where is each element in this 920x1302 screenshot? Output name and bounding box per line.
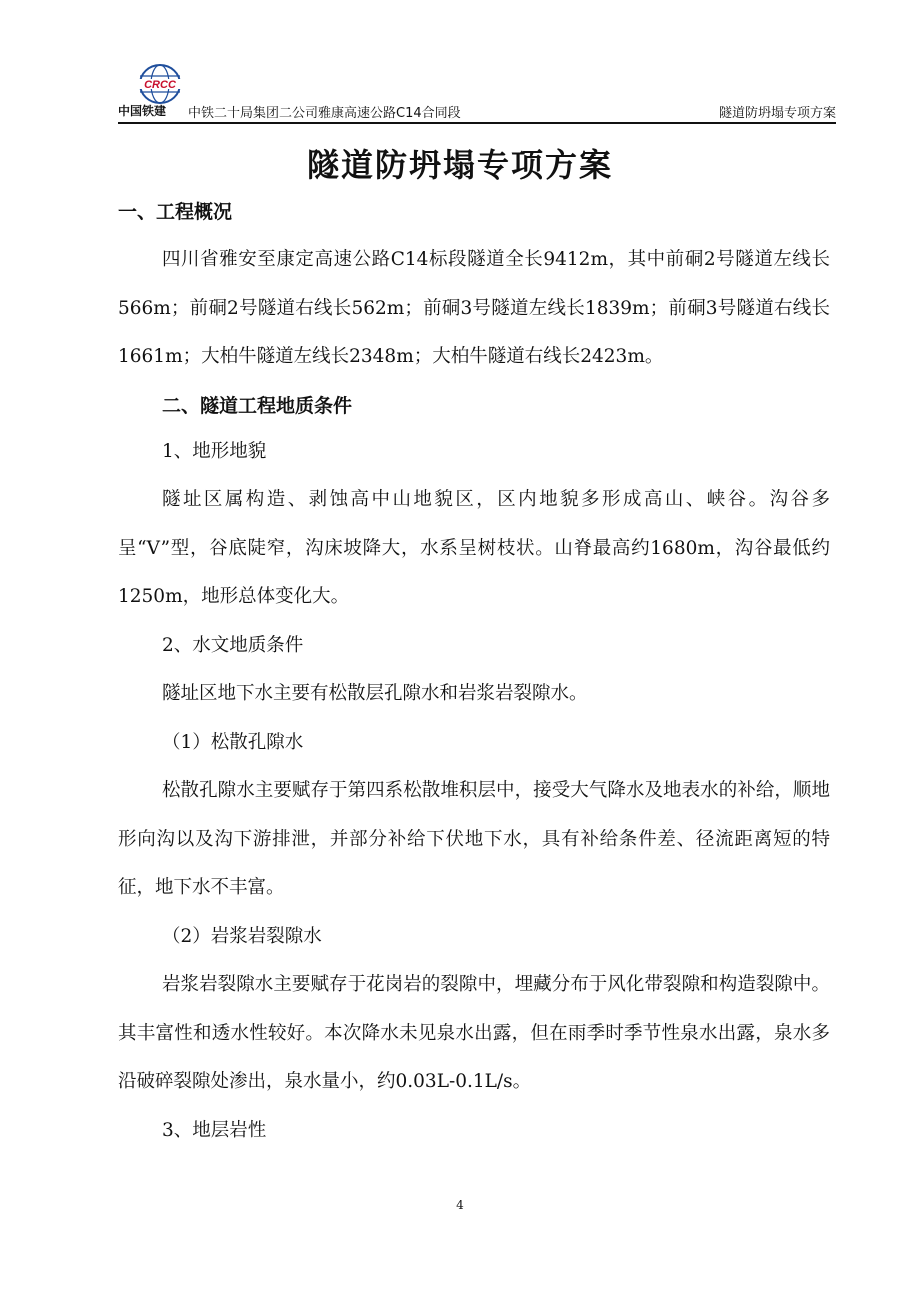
subsection-3-heading: 3、地层岩性 [162,1119,267,1141]
subsection-2-heading: 2、水文地质条件 [162,634,304,656]
logo-text: 中国铁建 [118,104,167,118]
document-title: 隧道防坍塌专项方案 [306,146,613,184]
subsection-2-2-paragraph: 岩浆岩裂隙水主要赋存于花岗岩的裂隙中，埋藏分布于风化带裂隙和构造裂隙中。其丰富性和透水性较好。本次降水未见泉水出露，但在雨季时季节性泉水出露，泉水多沿破碎裂隙处渗出，泉水量小，约0.03L-0.1L/s。 [118,974,830,1092]
subsection-2-1-heading: （1）松散孔隙水 [162,731,304,753]
section-1-heading: 一、工程概况 [118,201,233,223]
header-company: 中铁二十局集团二公司雅康高速公路C14合同段 [188,106,461,121]
document-body [118,196,830,1155]
logo-letters: CRCC [144,79,176,91]
header-divider [118,122,836,124]
subsection-2-paragraph: 隧址区地下水主要有松散层孔隙水和岩浆岩裂隙水。 [162,683,588,704]
subsection-1-paragraph: 隧址区属构造、剥蚀高中山地貌区，区内地貌多形成高山、峡谷。沟谷多呈“V”型，谷底陡窄，沟床坡降大，水系呈树枝状。山脊最高约1680m，沟谷最低约1250m，地形总体变化大。 [118,489,830,607]
subsection-2-1-paragraph: 松散孔隙水主要赋存于第四系松散堆积层中，接受大气降水及地表水的补给，顺地形向沟以及沟下游排泄，并部分补给下伏地下水，具有补给条件差、径流距离短的特征，地下水不丰富。 [118,780,830,898]
section-2-heading: 二、隧道工程地质条件 [162,394,353,417]
subsection-1-heading: 1、地形地貌 [162,440,267,462]
page-header [118,58,836,124]
subsection-2-2-heading: （2）岩浆岩裂隙水 [162,925,322,947]
header-doc-title: 隧道防坍塌专项方案 [718,106,836,121]
section-1-paragraph: 四川省雅安至康定高速公路C14标段隧道全长9412m，其中前硐2号隧道左线长566m；前硐2号隧道右线长562m；前硐3号隧道左线长1839m；前硐3号隧道右线长1661m；大柏牛隧道左线长2348m；大柏牛隧道右线长2423m。 [118,249,830,367]
page-number: 4 [456,1198,464,1212]
